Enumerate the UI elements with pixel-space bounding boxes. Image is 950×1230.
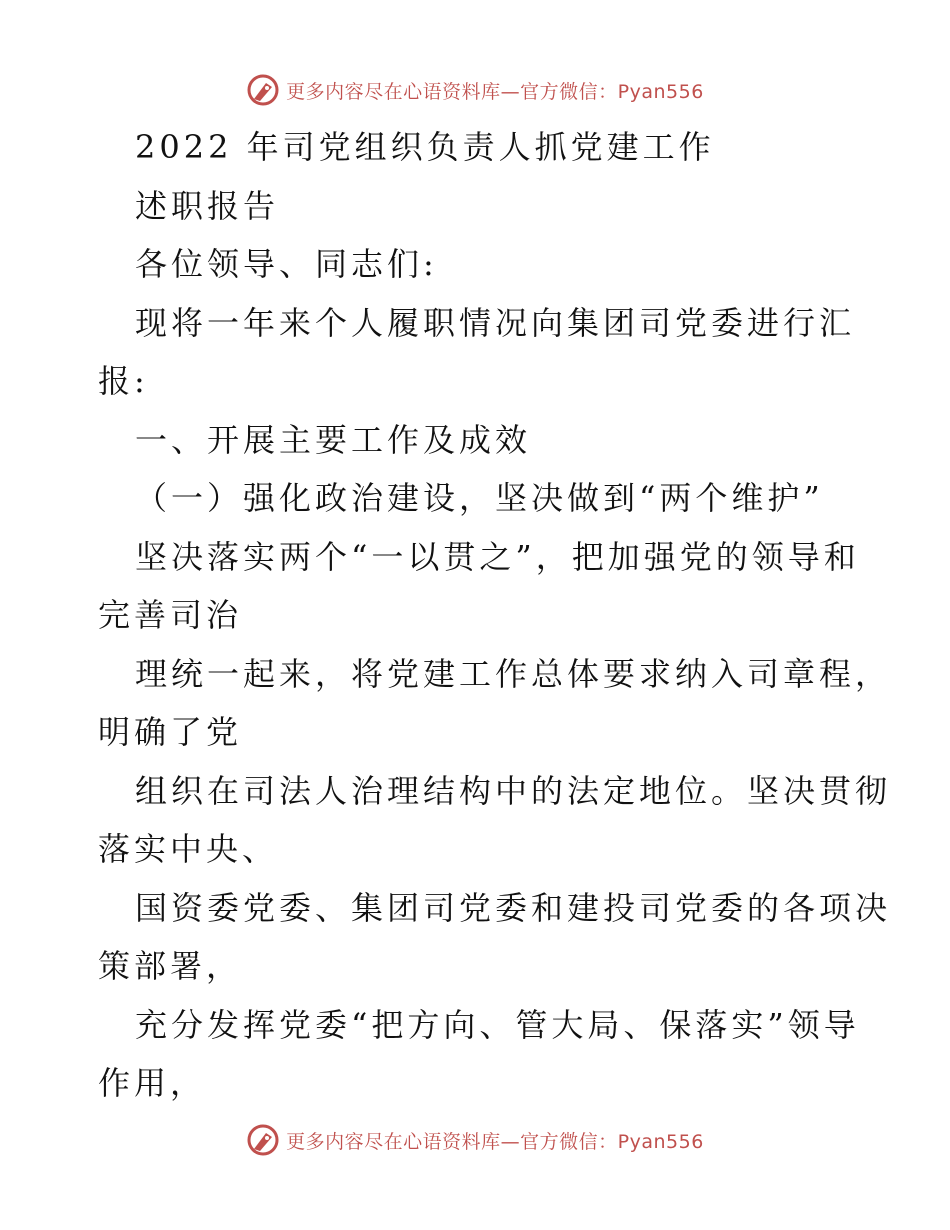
document-line: 一、开展主要工作及成效 [135,420,532,459]
watermark-text: 更多内容尽在心语资料库—官方微信：Pyan556 [286,80,704,103]
document-line: 2022 年司党组织负责人抓党建工作 [135,128,715,166]
document-line: 落实中央、 [98,830,279,868]
document-line: 充分发挥党委“把方向、管大局、保落实”领导 [135,1005,860,1044]
pen-nib-logo-icon [246,73,280,107]
footer-watermark-banner [0,1120,950,1160]
watermark-text: 更多内容尽在心语资料库—官方微信：Pyan556 [286,1130,704,1153]
document-line: 明确了党 [98,713,243,751]
header-watermark-banner [0,70,950,110]
document-line: （一）强化政治建设，坚决做到“两个维护” [135,479,824,517]
document-line: 述职报告 [135,186,280,225]
document-line: 完善司治 [98,596,243,634]
document-body [98,118,892,1113]
document-line: 作用， [98,1064,207,1102]
document-line: 坚决落实两个“一以贯之”，把加强党的领导和 [135,537,860,576]
document-line: 理统一起来，将党建工作总体要求纳入司章程， [135,654,892,693]
document-line: 各位领导、同志们: [135,245,438,283]
document-line: 组织在司法人治理结构中的法定地位。坚决贯彻 [135,771,892,810]
document-line: 现将一年来个人履职情况向集团司党委进行汇 [135,303,856,342]
document-line: 国资委党委、集团司党委和建投司党委的各项决 [135,888,892,927]
document-line: 策部署， [98,947,243,985]
document-line: 报: [98,362,149,400]
pen-nib-logo-icon [246,1123,280,1157]
